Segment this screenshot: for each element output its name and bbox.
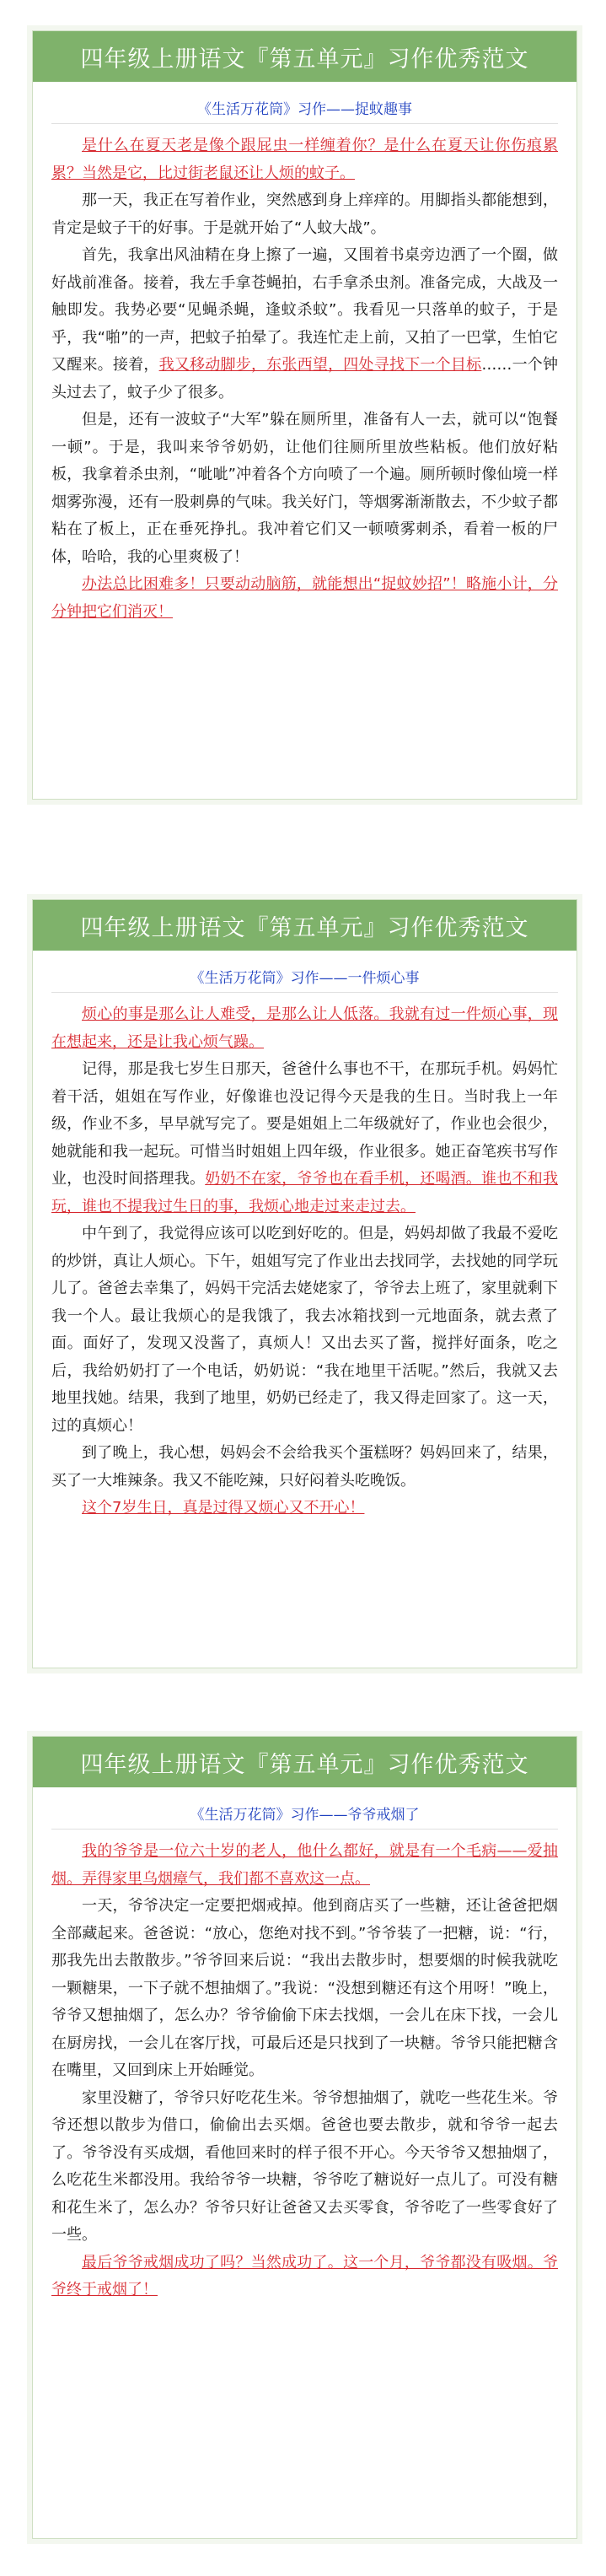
essay-intro-paragraph: 烦心的事是那么让人难受，是那么让人低落。我就有过一件烦心事，现在想起来，还是让我心烦气躁。: [51, 1005, 558, 1051]
essay-body: [33, 951, 577, 1538]
essay-subtitle: 《生活万花筒》习作——爷爷戒烟了: [51, 1803, 558, 1830]
card-banner: 四年级上册语文『第五单元』习作优秀范文: [33, 1737, 577, 1787]
essay-paragraph: 家里没糖了，爷爷只好吃花生米。爷爷想抽烟了，就吃一些花生米。爷爷还想以散步为借口，偷偷出去买烟。爸爸也要去散步，就和爷爷一起去了。爷爷没有买成烟，看他回来时的样子很不开心。今天爷爷又想抽烟了，么吃花生米都没用。我给爷爷一块糖，爷爷吃了糖说好一点儿了。可没有糖和花生米了，怎么办？爷爷只好让爸爸又去买零食，爷爷吃了一些零食好了一些。: [51, 2088, 558, 2244]
paragraph-text: ……一个钟头过去了，蚊子少了很多。: [51, 356, 559, 401]
essay-intro-paragraph: 我的爷爷是一位六十岁的老人，他什么都好，就是有一个毛病——爱抽烟。弄得家里乌烟瘴气，我们都不喜欢这一点。: [51, 1842, 558, 1888]
essay-paragraph: 到了晚上，我心想，妈妈会不会给我买个蛋糕呀？妈妈回来了，结果，买了一大堆辣条。我又不能吃辣，只好闷着头吃晚饭。: [51, 1444, 558, 1490]
essay-subtitle: 《生活万花筒》习作——捉蚊趣事: [51, 97, 558, 124]
essay-subtitle: 《生活万花筒》习作——一件烦心事: [51, 966, 558, 993]
essay-conclusion-paragraph: 最后爷爷戒烟成功了吗？当然成功了。这一个月，爷爷都没有吸烟。爷爷终于戒烟了！: [51, 2253, 558, 2298]
highlighted-sentence: 我又移动脚步，东张西望，四处寻找下一个目标: [158, 356, 482, 374]
essay-card-1: [32, 30, 577, 800]
essay-intro-paragraph: 是什么在夏天老是像个跟屁虫一样缠着你？是什么在夏天让你伤痕累累？当然是它，比过街老鼠还让人烦的蚊子。: [51, 137, 558, 182]
essay-paragraph: 但是，还有一波蚊子“大军”躲在厕所里，准备有人一去，就可以“饱餐一顿”。于是，我叫来爷爷奶奶，让他们往厕所里放些粘板。他们放好粘板，我拿着杀虫剂，“呲呲”冲着各个方向喷了一个遍。厕所顿时像仙境一样烟雾弥漫，还有一股刺鼻的气味。我关好门，等烟雾渐渐散去，不少蚊子都粘在了板上，正在垂死挣扎。我冲着它们又一顿喷雾刺杀，看着一板的尸体，哈哈，我的心里爽极了！: [51, 411, 558, 566]
paragraph-text: 记得，那是我七岁生日那天，爸爸什么事也不干，在那玩手机。妈妈忙着干活，姐姐在写作业，好像谁也没记得今天是我的生日。当时我上一年级，作业不多，早早就写完了。要是姐姐上二年级就好了，作业也会很少，她就能和我一起玩。可惜当时姐姐上四年级，作业很多。她正奋笔疾书写作业，也没时间搭理我。: [51, 1060, 558, 1188]
essay-paragraph: 一天，爷爷决定一定要把烟戒掉。他到商店买了一些糖，还让爸爸把烟全部藏起来。爸爸说：“放心，您绝对找不到。”爷爷装了一把糖，说：“行，那我先出去散散步。”爷爷回来后说：“我出去散步时，想要烟的时候我就吃一颗糖果，一下子就不想抽烟了。”我说：“没想到糖还有这个用呀！”晚上，爷爷又想抽烟了，怎么办？爷爷偷偷下床去找烟，一会儿在床下找，一会儿在厨房找，一会儿在客厅找，可最后还是只找到了一块糖。爷爷只能把糖含在嘴里，又回到床上开始睡觉。: [51, 1897, 558, 2079]
essay-paragraph: [51, 242, 558, 407]
essay-conclusion-paragraph: 办法总比困难多！只要动动脑筋，就能想出“捉蚊妙招”！略施小计，分分钟把它们消灭！: [51, 575, 558, 621]
essay-card-3: [32, 1736, 577, 2539]
paragraph-text: 首先，我拿出风油精在身上擦了一遍，又围着书桌旁边洒了一个圈，做好战前准备。接着，我左手拿苍蝇拍，右手拿杀虫剂。准备完成，大战及一触即发。我势必要“见蝇杀蝇，逢蚊杀蚊”。我看见一只落单的蚊子，于是乎，我“啪”的一声，把蚊子拍晕了。我连忙走上前，又拍了一巴掌，生怕它又醒来。接着，: [51, 246, 558, 374]
highlighted-sentence: 奶奶不在家，爷爷也在看手机，还喝酒。谁也不和我玩，谁也不提我过生日的事，我烦心地走过来走过去。: [51, 1170, 558, 1215]
essay-body: [33, 82, 577, 641]
essay-paragraph: 中午到了，我觉得应该可以吃到好吃的。但是，妈妈却做了我最不爱吃的炒饼，真让人烦心。下午，姐姐写完了作业出去找同学，去找她的同学玩儿了。爸爸去幸集了，妈妈干完活去姥姥家了，爷爷去上班了，家里就剩下我一个人。最让我烦心的是我饿了，我去冰箱找到一元地面条，就去煮了面。面好了，发现又没酱了，真烦人！又出去买了酱，搅拌好面条，吃之后，我给奶奶打了一个电话，奶奶说：“我在地里干活呢。”然后，我就又去地里找她。结果，我到了地里，奶奶已经走了，我又得走回家了。这一天，过的真烦心！: [51, 1225, 558, 1435]
essay-card-2: [32, 899, 577, 1668]
card-banner: 四年级上册语文『第五单元』习作优秀范文: [33, 31, 577, 82]
essay-body: [33, 1787, 577, 2320]
essay-paragraph: [51, 1056, 558, 1221]
card-banner: 四年级上册语文『第五单元』习作优秀范文: [33, 900, 577, 951]
essay-paragraph: 那一天，我正在写着作业，突然感到身上痒痒的。用脚指头都能想到，肯定是蚊子干的好事。于是就开始了“人蚊大战”。: [51, 191, 558, 237]
essay-conclusion-paragraph: 这个7岁生日，真是过得又烦心又不开心！: [82, 1499, 365, 1517]
